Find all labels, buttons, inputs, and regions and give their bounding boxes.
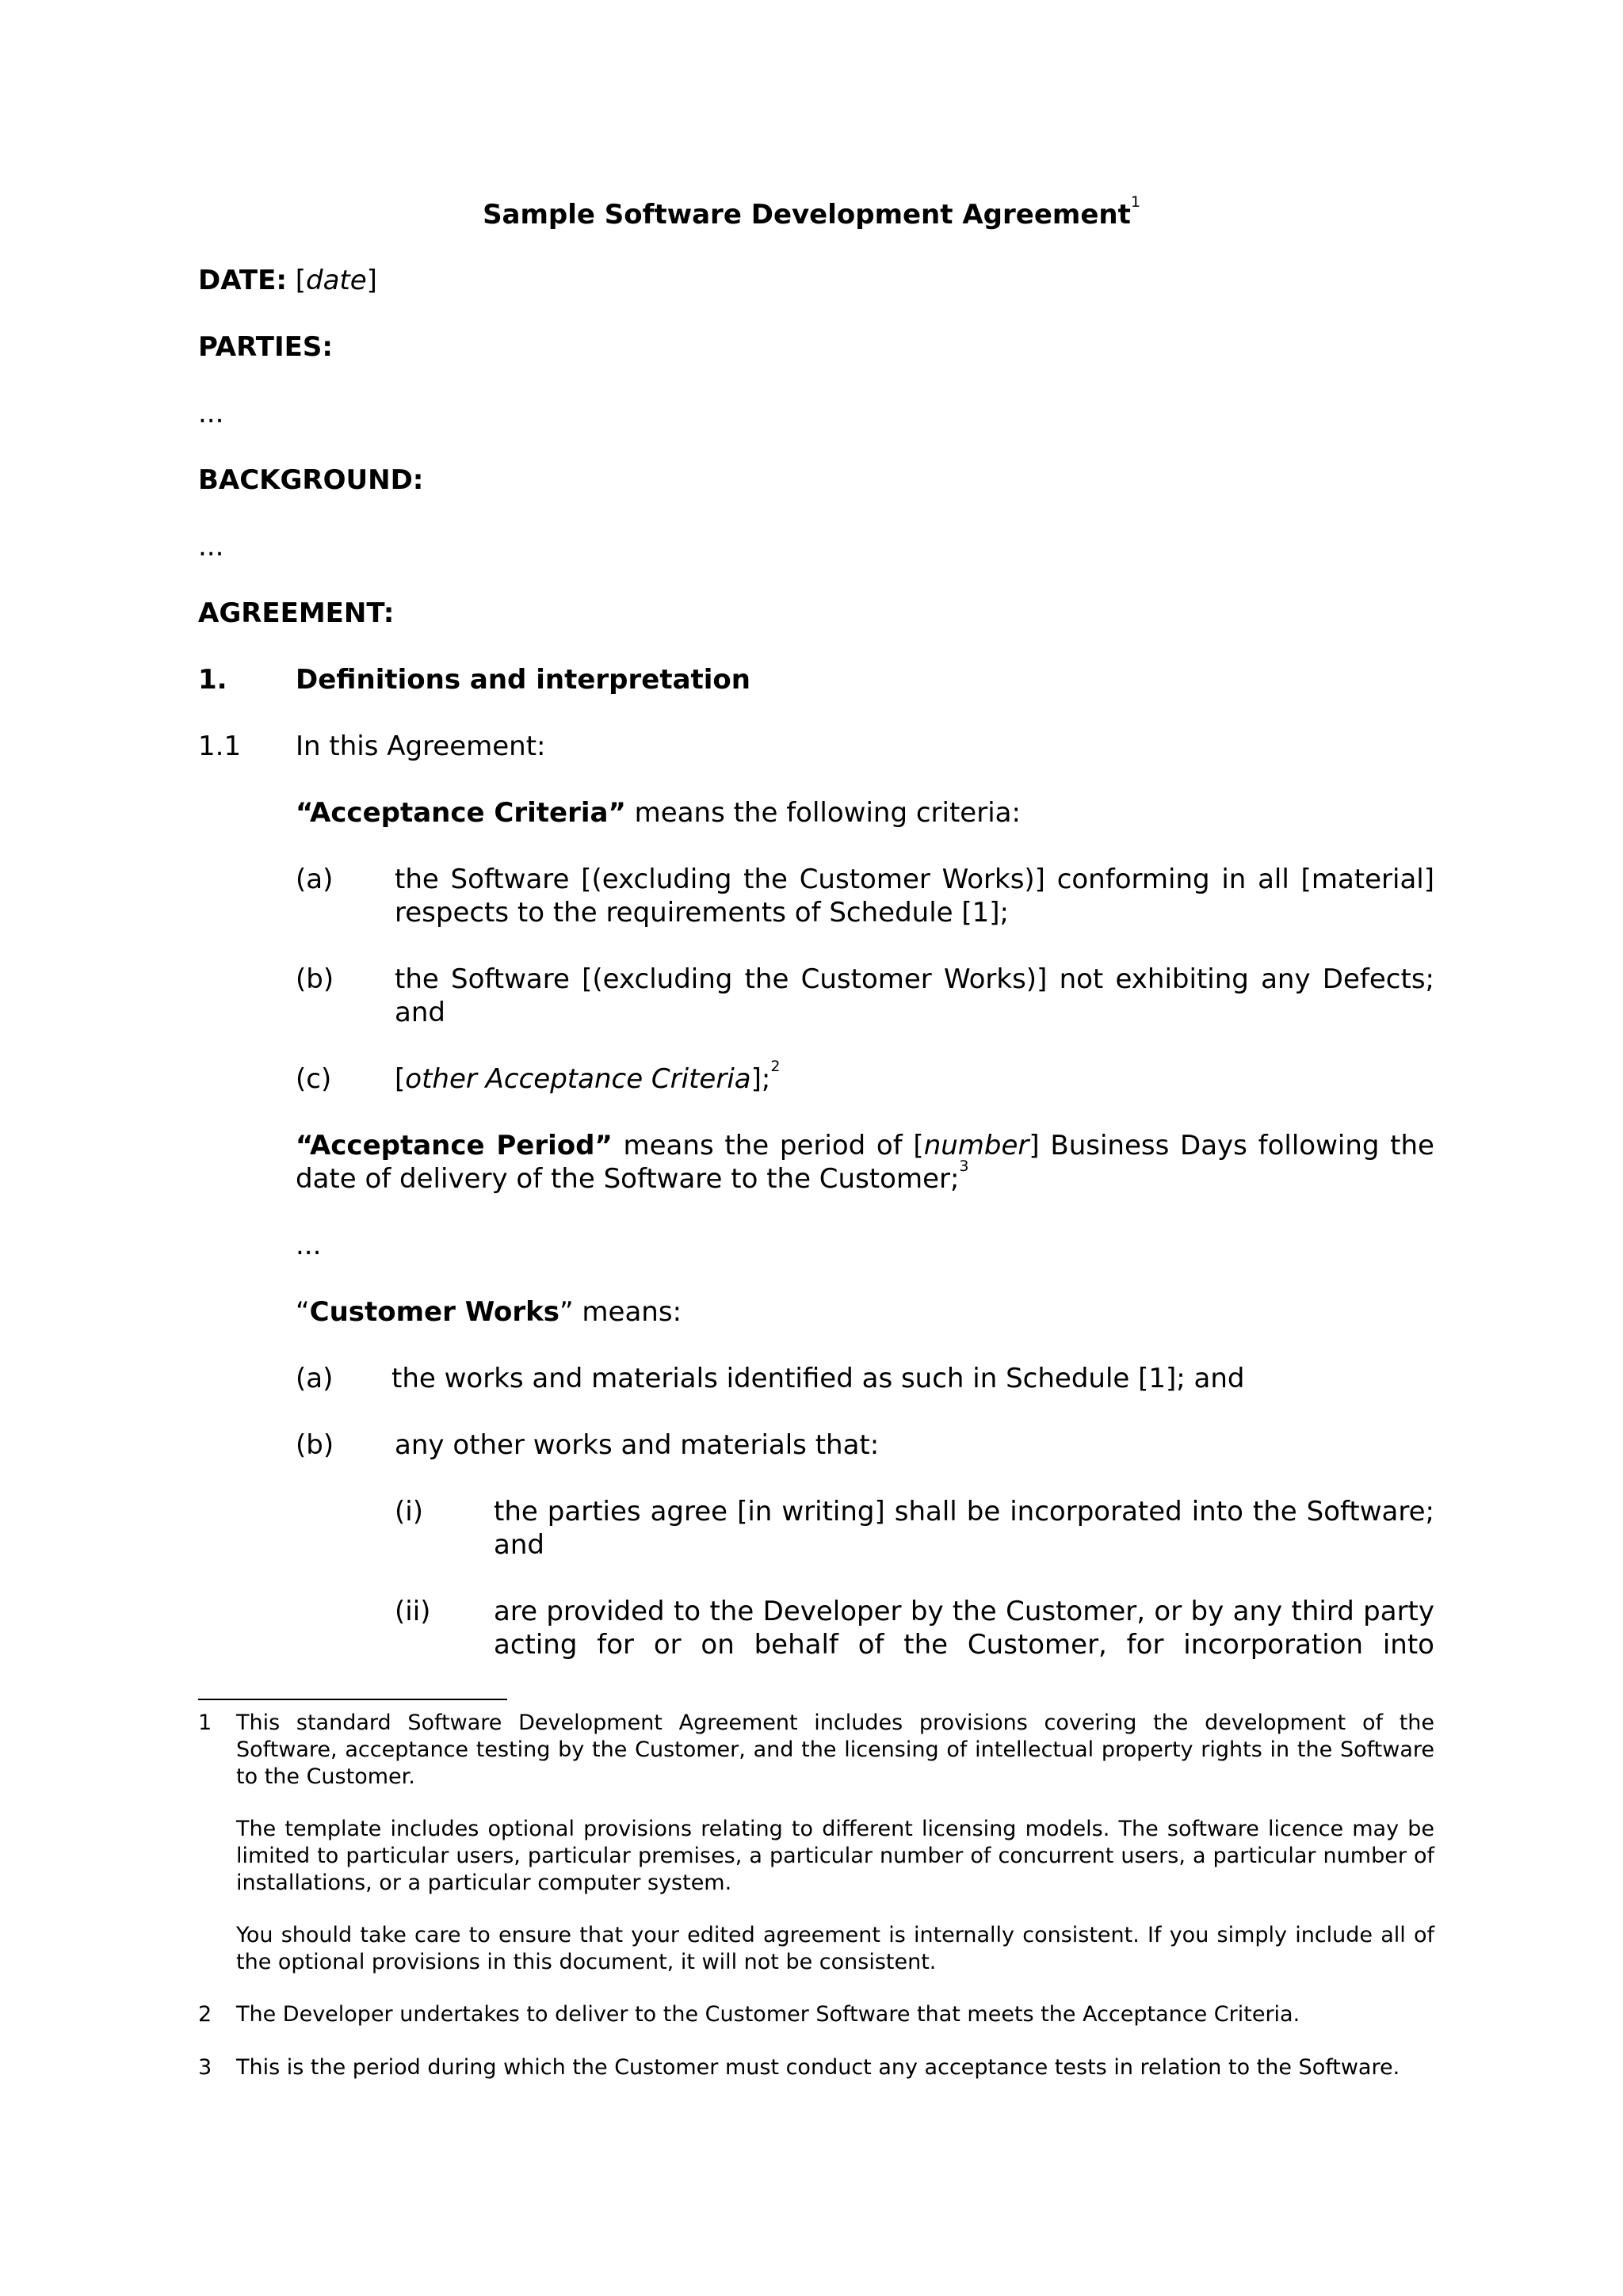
bracket-close: ]; bbox=[750, 1063, 771, 1095]
footnote-1-para-3: You should take care to ensure that your edited agreement is internally consistent. If you simply include all of the optional provisions in this document, it will not be consistent. bbox=[236, 1923, 1434, 1974]
cw-sublabel-i: (i) bbox=[395, 1496, 423, 1527]
footnote-ref-2[interactable]: 2 bbox=[770, 1058, 781, 1075]
placeholder-text: number bbox=[923, 1130, 1029, 1161]
date-bracket-close: ] bbox=[366, 265, 377, 296]
footnote-ref-1[interactable]: 1 bbox=[1130, 193, 1140, 211]
definition-lead: means: bbox=[573, 1296, 682, 1328]
list-label-c: (c) bbox=[296, 1063, 332, 1095]
cw-subitem-i: the parties agree [in writing] shall be incorporated into the Software; and bbox=[494, 1496, 1434, 1561]
placeholder-text: other Acceptance Criteria bbox=[405, 1063, 751, 1095]
footnote-2-text: The Developer undertakes to deliver to the Customer Software that meets the Acceptance Criteria. bbox=[236, 2002, 1300, 2027]
list-label-a: (a) bbox=[296, 864, 334, 895]
footnote-1-para-1: This standard Software Development Agreement includes provisions covering the development of the Software, acceptance testing by the Customer, and the licensing of intellectual property rights in the Software to the Customer. bbox=[236, 1711, 1434, 1789]
acceptance-criteria-definition bbox=[296, 796, 1021, 830]
title-text: Sample Software Development Agreement bbox=[483, 199, 1131, 231]
cw-item-b: any other works and materials that: bbox=[395, 1429, 880, 1461]
list-label-b: (b) bbox=[296, 963, 334, 995]
parties-ellipsis: ... bbox=[198, 398, 224, 429]
cw-label-b: (b) bbox=[296, 1429, 334, 1461]
footnote-separator bbox=[198, 1699, 507, 1700]
date-placeholder: date bbox=[306, 265, 367, 296]
definition-text: ] Business Days following the date of delivery of the Software to the Customer; bbox=[296, 1130, 1434, 1195]
section-heading: Definitions and interpretation bbox=[296, 664, 750, 696]
footnote-1-para-2: The template includes optional provisions relating to different licensing models. The software licence may be limited to particular users, particular premises, a particular number of concurrent users, a particular number of installations, or a particular computer system. bbox=[236, 1817, 1434, 1895]
footnote-number-3: 3 bbox=[198, 2055, 212, 2080]
definition-text: means the period of [ bbox=[612, 1130, 924, 1161]
date-bracket-open: [ bbox=[295, 265, 306, 296]
acceptance-period-definition bbox=[296, 1129, 1434, 1196]
footnote-number-2: 2 bbox=[198, 2002, 212, 2027]
defined-term: Customer Works bbox=[309, 1296, 559, 1328]
section-number: 1. bbox=[198, 664, 227, 696]
quote-open: “ bbox=[296, 1296, 310, 1328]
clause-text: In this Agreement: bbox=[296, 730, 546, 762]
document-title bbox=[0, 193, 1623, 231]
cw-sublabel-ii: (ii) bbox=[395, 1596, 431, 1627]
footnote-ref-3[interactable]: 3 bbox=[959, 1158, 969, 1175]
list-item-a: the Software [(excluding the Customer Works)] conforming in all [material] respects to the requirements of Schedule [1]; bbox=[395, 864, 1434, 929]
footnote-3-text: This is the period during which the Customer must conduct any acceptance tests in relation to the Software. bbox=[236, 2055, 1400, 2080]
quote-close: ” bbox=[559, 1296, 574, 1328]
clause-number: 1.1 bbox=[198, 730, 242, 762]
footnote-number-1: 1 bbox=[198, 1711, 212, 1735]
defined-term: “Acceptance Criteria” bbox=[296, 797, 626, 829]
cw-label-a: (a) bbox=[296, 1363, 334, 1394]
agreement-heading: AGREEMENT: bbox=[198, 597, 395, 629]
bracket-open: [ bbox=[395, 1063, 406, 1095]
date-line bbox=[198, 264, 377, 297]
list-item-b: the Software [(excluding the Customer Works)] not exhibiting any Defects; and bbox=[395, 963, 1434, 1028]
defined-term: “Acceptance Period” bbox=[296, 1130, 613, 1161]
definitions-ellipsis: ... bbox=[296, 1230, 322, 1261]
cw-subitem-ii: are provided to the Developer by the Customer, or by any third party acting for or on behalf of the Customer, for incorporation into bbox=[494, 1596, 1434, 1661]
list-item-c bbox=[395, 1058, 781, 1096]
cw-item-a: the works and materials identified as such in Schedule [1]; and bbox=[391, 1363, 1245, 1394]
parties-heading: PARTIES: bbox=[198, 331, 333, 363]
background-ellipsis: ... bbox=[198, 531, 224, 563]
date-label: DATE: bbox=[198, 265, 287, 296]
customer-works-definition bbox=[296, 1295, 682, 1329]
background-heading: BACKGROUND: bbox=[198, 464, 424, 496]
definition-lead: means the following criteria: bbox=[625, 797, 1021, 829]
